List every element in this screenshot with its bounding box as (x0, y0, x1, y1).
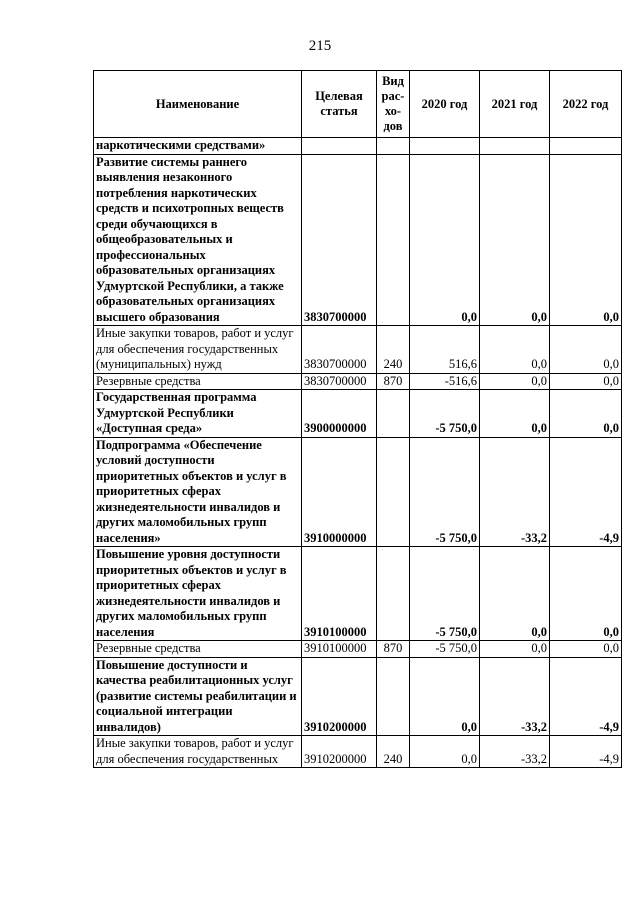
cell-vid (377, 547, 410, 641)
cell-code: 3910100000 (302, 641, 377, 658)
cell-2021: 0,0 (480, 373, 550, 390)
cell-2022: 0,0 (550, 326, 622, 374)
cell-2021 (480, 138, 550, 155)
header-2020: 2020 год (410, 71, 480, 138)
table-row (94, 736, 622, 768)
cell-2020: 0,0 (410, 657, 480, 736)
table-header-row (94, 71, 622, 138)
cell-code: 3900000000 (302, 390, 377, 438)
table-row (94, 326, 622, 374)
cell-2022: 0,0 (550, 373, 622, 390)
table-row (94, 547, 622, 641)
cell-2020: -5 750,0 (410, 547, 480, 641)
cell-code (302, 138, 377, 155)
cell-2021: 0,0 (480, 390, 550, 438)
budget-table (93, 70, 622, 768)
cell-vid (377, 657, 410, 736)
cell-2021: 0,0 (480, 547, 550, 641)
cell-vid (377, 390, 410, 438)
cell-2020: -516,6 (410, 373, 480, 390)
cell-2021: 0,0 (480, 641, 550, 658)
table-row (94, 641, 622, 658)
cell-code: 3830700000 (302, 154, 377, 326)
cell-2021: 0,0 (480, 326, 550, 374)
cell-2022: -4,9 (550, 437, 622, 547)
table-row (94, 657, 622, 736)
cell-2020: -5 750,0 (410, 641, 480, 658)
cell-2021: -33,2 (480, 657, 550, 736)
page-number: 215 (308, 38, 332, 54)
cell-2021: -33,2 (480, 736, 550, 768)
header-name: Наименование (94, 71, 302, 138)
cell-code: 3830700000 (302, 373, 377, 390)
cell-vid (377, 154, 410, 326)
table-row (94, 373, 622, 390)
cell-vid: 240 (377, 326, 410, 374)
header-vid: Вид рас-хо-дов (377, 71, 410, 138)
cell-name: наркотическими средствами» (94, 138, 302, 155)
cell-vid: 240 (377, 736, 410, 768)
cell-code: 3830700000 (302, 326, 377, 374)
header-2021: 2021 год (480, 71, 550, 138)
cell-name: Резервные средства (94, 641, 302, 658)
cell-2022: -4,9 (550, 657, 622, 736)
cell-2022: -4,9 (550, 736, 622, 768)
cell-2021: -33,2 (480, 437, 550, 547)
cell-name: Иные закупки товаров, работ и услуг для обеспечения государственных (94, 736, 302, 768)
cell-vid (377, 437, 410, 547)
cell-code: 3910200000 (302, 657, 377, 736)
header-2022: 2022 год (550, 71, 622, 138)
cell-name: Повышение уровня доступности приоритетных объектов и услуг в приоритетных сферах жизнедеятельности инвалидов и других маломобильных групп населения (94, 547, 302, 641)
cell-code: 3910100000 (302, 547, 377, 641)
header-code: Целевая статья (302, 71, 377, 138)
cell-name: Развитие системы раннего выявления незаконного потребления наркотических средств и психотропных веществ среди обучающихся в общеобразовательных и профессиональных образовательных организациях Удмуртской Республики, а также образовательных организациях высшего образования (94, 154, 302, 326)
cell-2020: 516,6 (410, 326, 480, 374)
cell-2022 (550, 138, 622, 155)
cell-2022: 0,0 (550, 547, 622, 641)
cell-name: Иные закупки товаров, работ и услуг для обеспечения государственных (муниципальных) нужд (94, 326, 302, 374)
cell-name: Повышение доступности и качества реабилитационных услуг (развитие системы реабилитации и социальной интеграции инвалидов) (94, 657, 302, 736)
table-row (94, 138, 622, 155)
cell-code: 3910000000 (302, 437, 377, 547)
cell-name: Государственная программа Удмуртской Республики «Доступная среда» (94, 390, 302, 438)
cell-vid: 870 (377, 373, 410, 390)
cell-2020: -5 750,0 (410, 437, 480, 547)
cell-2020: -5 750,0 (410, 390, 480, 438)
cell-2020 (410, 138, 480, 155)
cell-2022: 0,0 (550, 641, 622, 658)
cell-name: Подпрограмма «Обеспечение условий доступности приоритетных объектов и услуг в приоритетных сферах жизнедеятельности инвалидов и других маломобильных групп населения» (94, 437, 302, 547)
table-row (94, 154, 622, 326)
cell-2020: 0,0 (410, 154, 480, 326)
cell-name: Резервные средства (94, 373, 302, 390)
cell-2020: 0,0 (410, 736, 480, 768)
cell-code: 3910200000 (302, 736, 377, 768)
cell-2021: 0,0 (480, 154, 550, 326)
table-row (94, 437, 622, 547)
cell-2022: 0,0 (550, 390, 622, 438)
table-row (94, 390, 622, 438)
cell-vid: 870 (377, 641, 410, 658)
cell-2022: 0,0 (550, 154, 622, 326)
cell-vid (377, 138, 410, 155)
